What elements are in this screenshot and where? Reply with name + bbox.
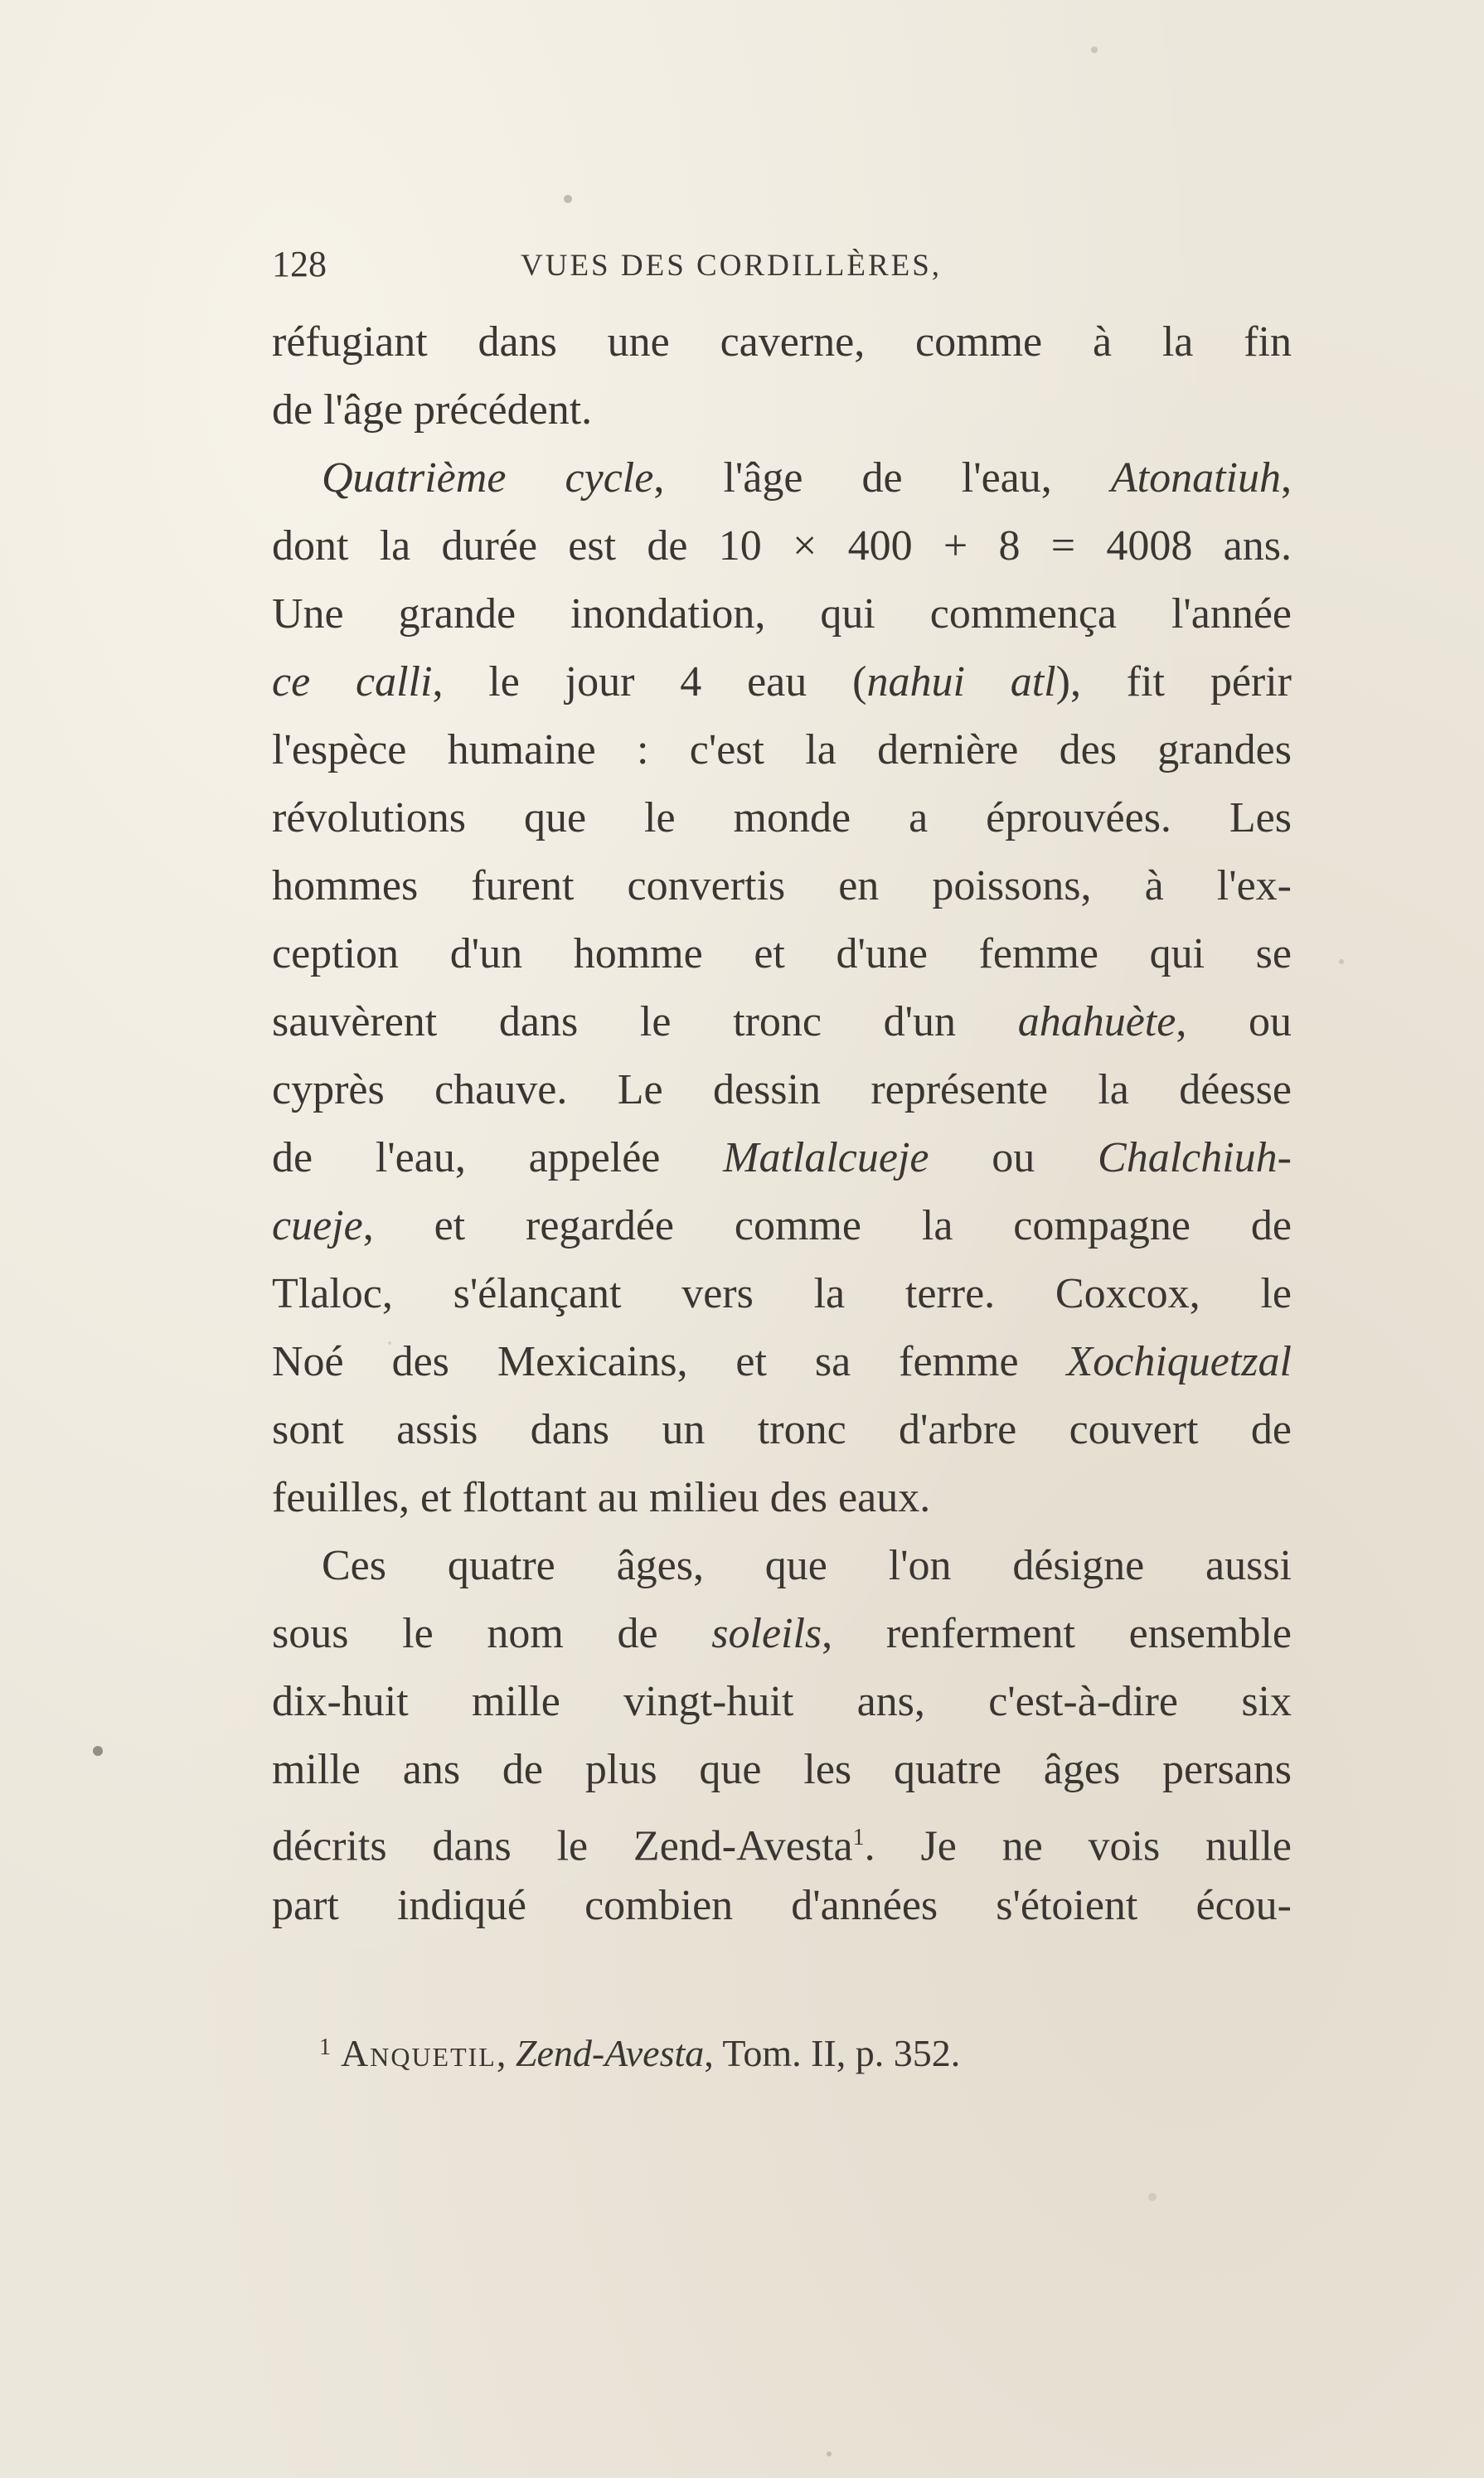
text-line: Noé des Mexicains, et sa femme Xochiquetzal (272, 1338, 1292, 1385)
page-number: 128 (272, 244, 327, 284)
text-line: Une grande inondation, qui commença l'année (272, 590, 1292, 638)
text-line: Ces quatre âges, que l'on désigne aussi (322, 1542, 1292, 1589)
text-line: mille ans de plus que les quatre âges persans (272, 1746, 1292, 1793)
footnote-author: Anquetil (341, 2032, 497, 2074)
footnote-title: Zend-Avesta (515, 2032, 705, 2074)
text-line: hommes furent convertis en poissons, à l'ex- (272, 862, 1292, 909)
text-line: dix-huit mille vingt-huit ans, c'est-à-dire six (272, 1678, 1292, 1725)
text-line: révolutions que le monde a éprouvées. Les (272, 794, 1292, 841)
running-head: VUES DES CORDILLÈRES, (521, 249, 943, 283)
text-line: ce calli, le jour 4 eau (nahui atl), fit périr (272, 658, 1292, 706)
text-line: de l'eau, appelée Matlalcueje ou Chalchiuh- (272, 1134, 1292, 1181)
page-header (272, 243, 1300, 293)
text-line: cyprès chauve. Le dessin représente la déesse (272, 1066, 1292, 1113)
text-line: cueje, et regardée comme la compagne de (272, 1202, 1292, 1249)
text-line: sauvèrent dans le tronc d'un ahahuète, ou (272, 998, 1292, 1045)
text-line: décrits dans le Zend-Avesta$^1$. Je ne vois nulle (272, 1822, 1292, 1870)
text-line: de l'âge précédent. (272, 386, 593, 434)
text-line: Tlaloc, s'élançant vers la terre. Coxcox, le (272, 1270, 1292, 1317)
footnote-marker: 1 (319, 2034, 331, 2060)
text-line: réfugiant dans une caverne, comme à la fin (272, 318, 1292, 366)
footnote: $^1$ Anquetil, Zend-Avesta, Tom. II, p. 352. (319, 2032, 961, 2074)
text-line: feuilles, et flottant au milieu des eaux. (272, 1474, 931, 1521)
text-line: dont la durée est de 10 × 400 + 8 = 4008 ans. (272, 522, 1292, 570)
body-text (272, 308, 1292, 1940)
text-line: ception d'un homme et d'une femme qui se (272, 930, 1292, 977)
text-line: l'espèce humaine : c'est la dernière des grandes (272, 726, 1292, 773)
text-line: Quatrième cycle, l'âge de l'eau, Atonatiuh, (322, 454, 1292, 502)
footnote-reference[interactable]: 1 (852, 1825, 865, 1850)
text-line: sous le nom de soleils, renferment ensemble (272, 1610, 1292, 1657)
text-line: part indiqué combien d'années s'étoient écou- (272, 1882, 1292, 1929)
footnote-reference-detail: , Tom. II, p. 352. (704, 2032, 961, 2074)
text-line: sont assis dans un tronc d'arbre couvert de (272, 1406, 1292, 1453)
